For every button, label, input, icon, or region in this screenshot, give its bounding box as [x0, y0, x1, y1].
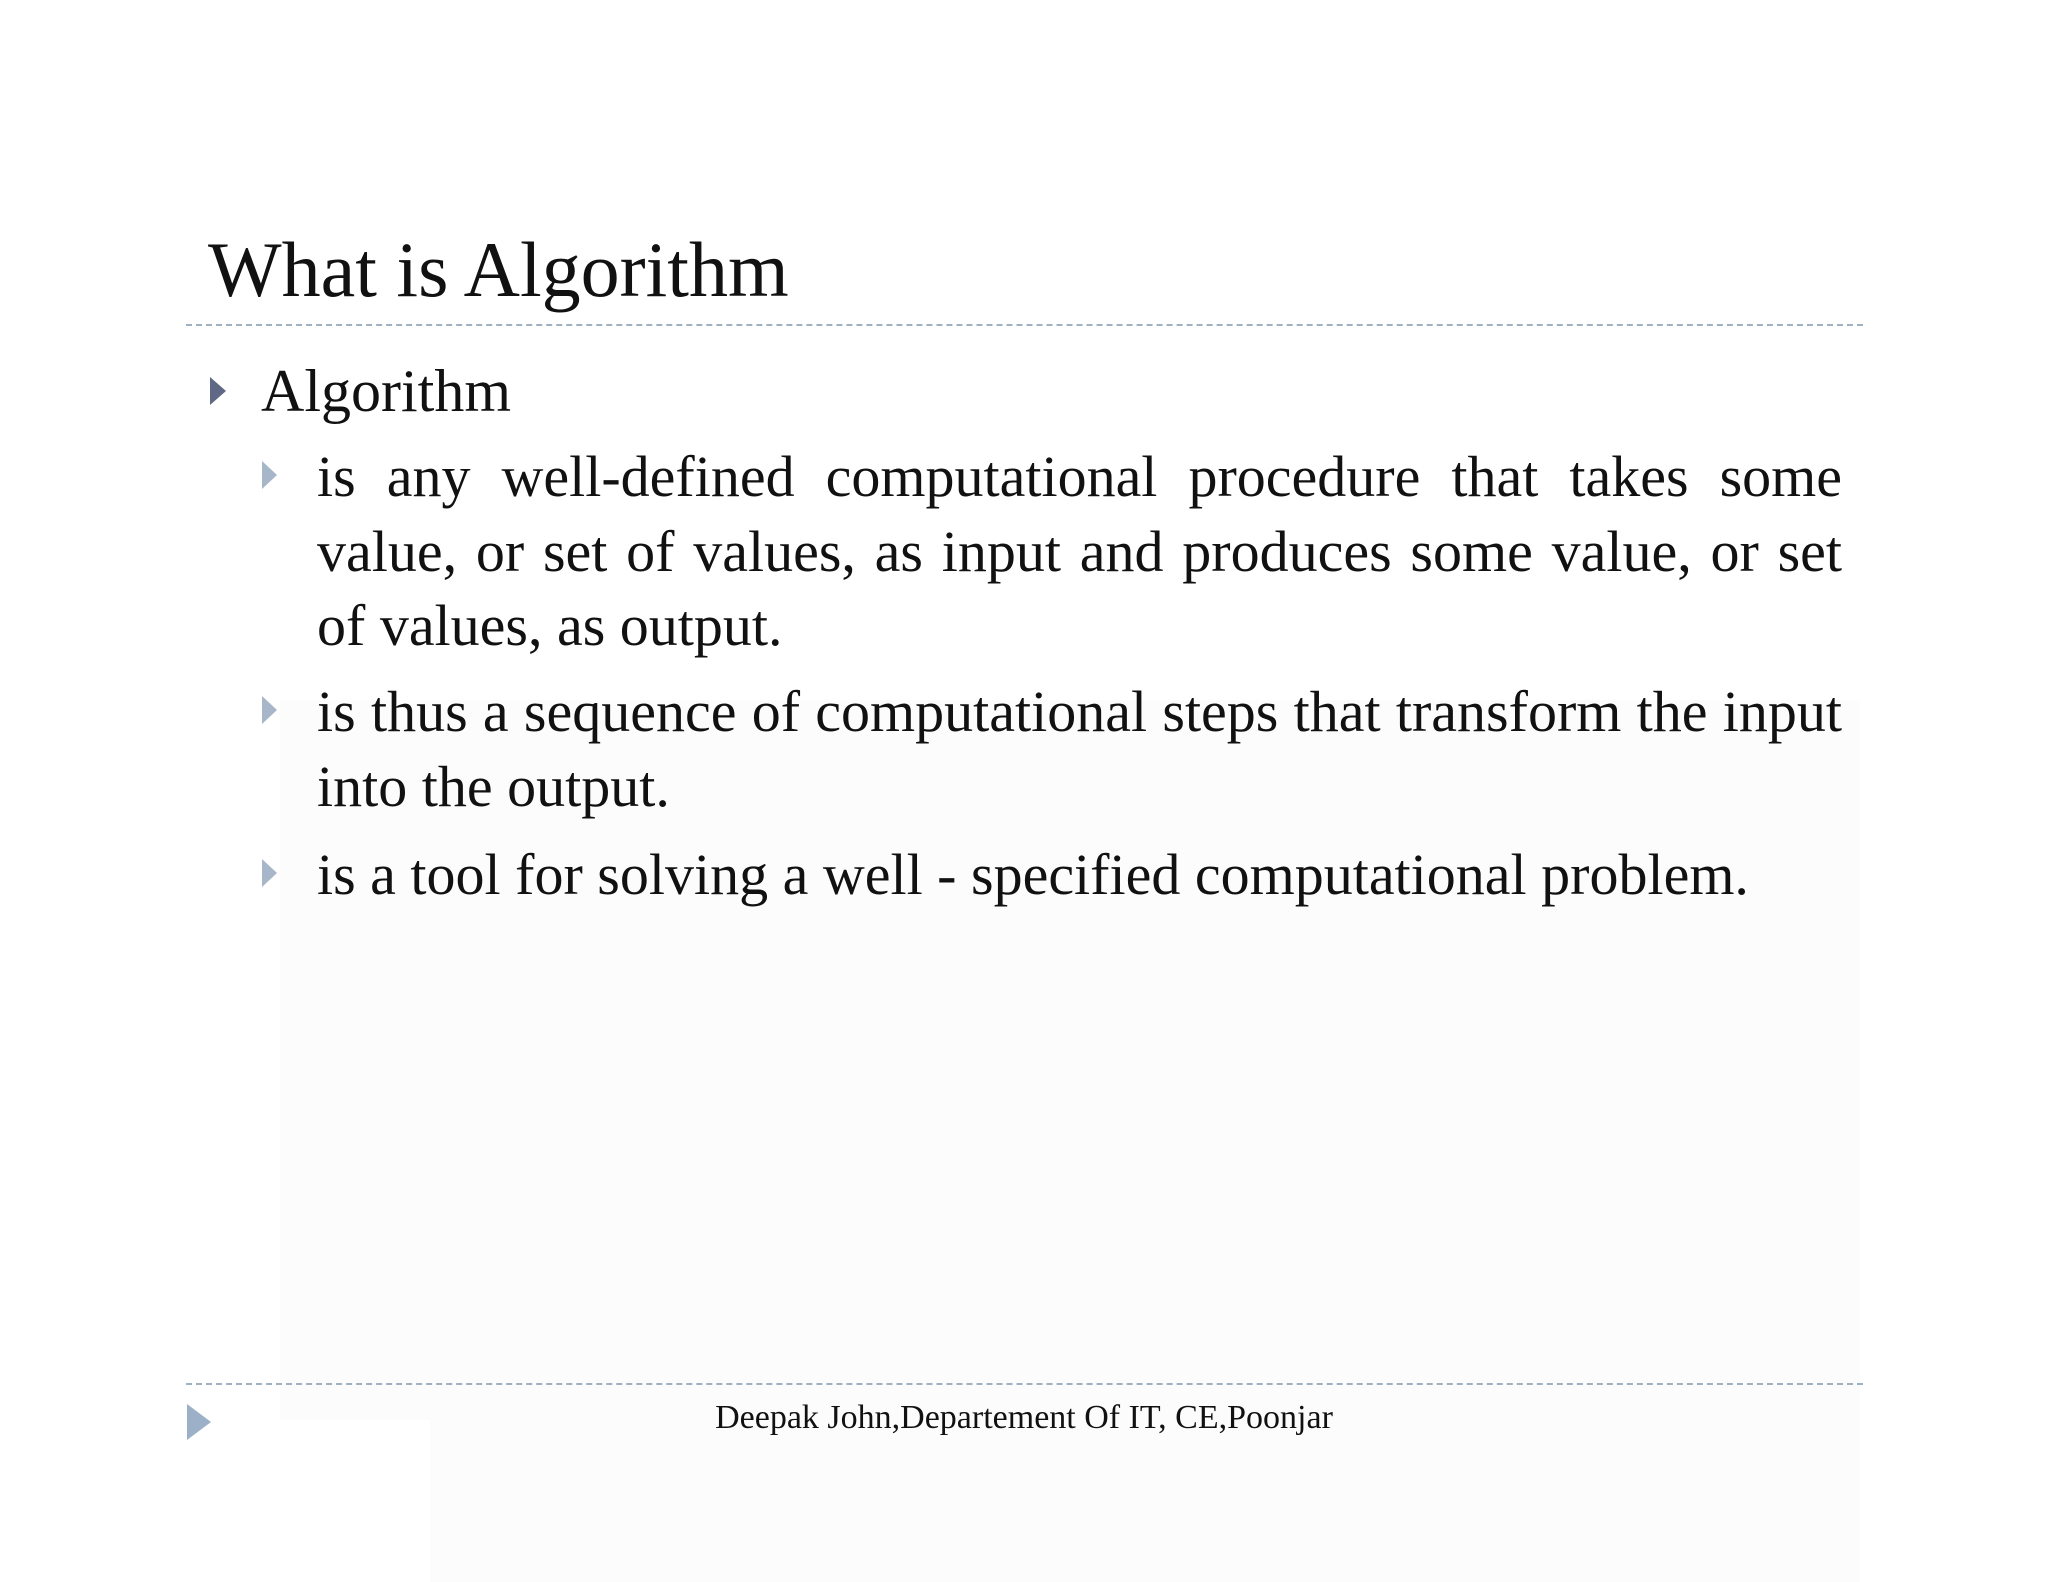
- footer-text: Deepak John,Departement Of IT, CE,Poonjar: [715, 1399, 1333, 1436]
- sub-bullet-icon: [262, 461, 277, 489]
- title-divider: [186, 324, 1863, 326]
- sub-bullet-text: is any well-defined computational procedure that takes some value, or set of values, as input and produces some value, or set of values, as output.: [317, 444, 1842, 658]
- sub-bullet-icon: [262, 696, 277, 724]
- main-bullet-label: Algorithm: [261, 358, 511, 424]
- main-bullet-icon: [210, 377, 226, 405]
- slide-title: What is Algorithm: [208, 226, 789, 313]
- sub-bullet-text: is a tool for solving a well - specified computational problem.: [317, 842, 1749, 907]
- sub-bullet-icon: [262, 859, 277, 887]
- sub-bullet-text: is thus a sequence of computational steps that transform the input into the output.: [317, 679, 1842, 819]
- footer-divider: [186, 1383, 1863, 1385]
